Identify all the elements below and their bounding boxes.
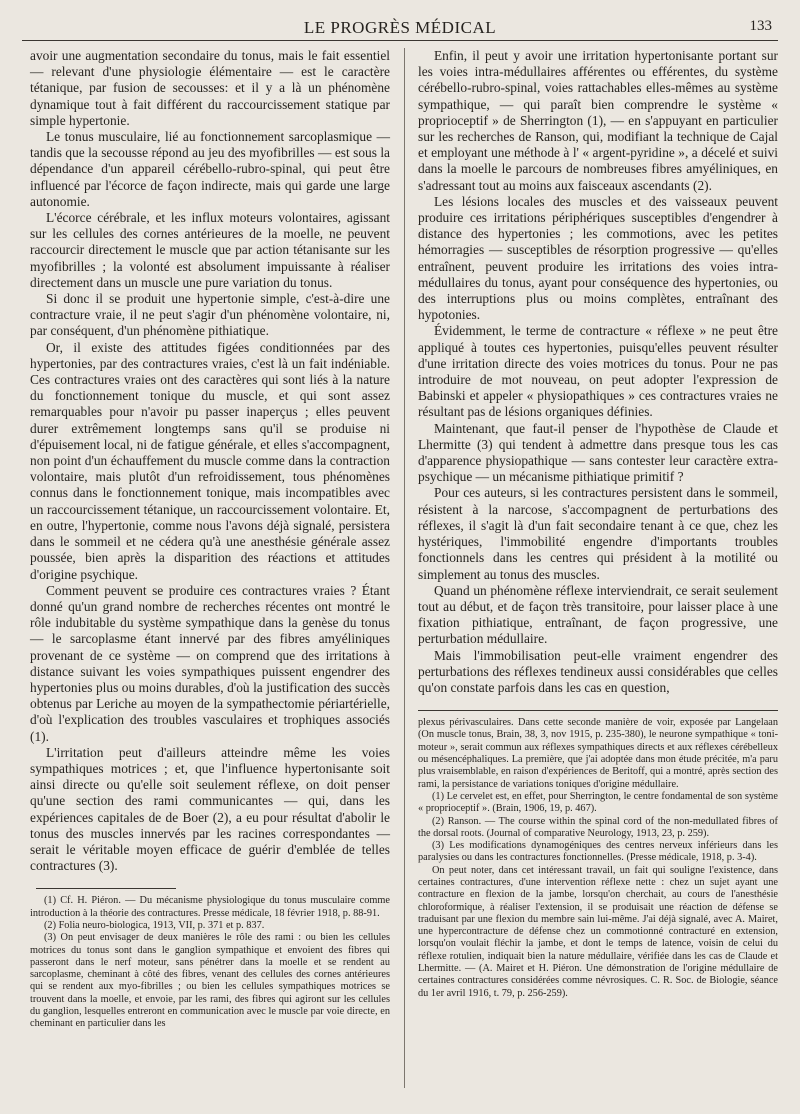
- body-paragraph: Maintenant, que faut-il penser de l'hypothèse de Claude et Lhermitte (3) qui tendent à admettre dans presque tous les cas d'apparence physiopathique — sans contester leur caractère extra-psychique — un mécanisme pithiatique primitif ?: [418, 420, 778, 485]
- body-paragraph: Les lésions locales des muscles et des vaisseaux peuvent produire ces irritations périphériques susceptibles d'engendrer à distance des hypertonies ; les commotions, avec les petites hémorragies — susceptibles de résorption progressive — qu'elles entraînent, peuvent produire les irritations des voies intra-médullaires du tonus, ayant pour conséquence des hypertonies, ou des interruptions plus ou moins complètes, entraînant des hypotonies.: [418, 193, 778, 323]
- left-column: [30, 48, 390, 1031]
- footnotes: [418, 717, 778, 1000]
- body-paragraph: Comment peuvent se produire ces contractures vraies ? Étant donné qu'un grand nombre de recherches récentes ont montré le rôle indubitable du système sympathique dans la genèse du tonus — le sarcoplasme étant innervé par des fibres amyéliniques provenant de ce système — on comprend que des irritations à distance suivant les voies sympathiques puissent engendrer des hypertonies plus ou moins durables, d'où la justification des succès obtenus par Leriche au moyen de la sympathectomie périartérielle, d'où l'explication des troubles vasculaires et trophiques associés (1).: [30, 582, 390, 744]
- body-paragraph: Le tonus musculaire, lié au fonctionnement sarcoplasmique — tandis que la secousse répond au jeu des myofibrilles — est sous la dépendance d'un appareil cérébello-rubro-spinal, qui peut être influencé par l'écorce de façon indirecte, mais qui garde une large autonomie.: [30, 129, 390, 209]
- page-number: 133: [749, 18, 772, 34]
- footnote: (3) Les modifications dynamogéniques des centres nerveux inférieurs dans les paralysies ou dans les contractures fonctionnelles. (Presse médicale, 1918, p. 3-4).: [418, 840, 778, 864]
- column-divider: [404, 48, 405, 1088]
- body-paragraph: Mais l'immobilisation peut-elle vraiment engendrer des perturbations des réflexes tendineux aussi considérables que celles qu'on constate parfois dans les cas en question,: [418, 647, 778, 695]
- body-paragraph: Enfin, il peut y avoir une irritation hypertonisante portant sur les voies intra-médullaires afférentes ou efférentes, du système cérébello-rubro-spinal, voies rattachables elles-mêmes au système sympathique, — qui paraît bien comprendre le système « proprioceptif » de Sherrington (1), — en s'appuyant en particulier sur les recherches de Ranson, qui, modifiant la technique de Cajal et employant une méthode à l' « argent-pyridine », a décelé et suivi dans la moelle le parcours de nombreuses fibres amyéliniques, en s'adressant tout au moins aux faisceaux ascendants (2).: [418, 48, 778, 193]
- footnotes: [30, 895, 390, 1030]
- footnote: (1) Cf. H. Piéron. — Du mécanisme physiologique du tonus musculaire comme introduction à la théorie des contractures. Presse médicale, 18 février 1918, p. 88-91.: [30, 895, 390, 919]
- page-header: [22, 16, 778, 40]
- body-paragraph: avoir une augmentation secondaire du tonus, mais le fait essentiel — relevant d'une physiologie élémentaire — est le caractère tétanique, par fusion de secousses: et il y a là un phénomène dynamique tout à fait différent du raccourcissement statique par simple hypertonie.: [30, 48, 390, 128]
- footnote: (2) Folia neuro-biologica, 1913, VII, p. 371 et p. 837.: [44, 919, 265, 931]
- header-rule: [22, 40, 778, 41]
- body-paragraph: L'écorce cérébrale, et les influx moteurs volontaires, agissant sur les cellules des cornes antérieures de la moelle, ne peuvent raccourcir directement le muscle que par action tétanisante sur les myofibrilles ; la volonté est absolument impuissante à réaliser directement dans un muscle une pure variation du tonus.: [30, 210, 390, 290]
- footnote-rule: [418, 710, 778, 711]
- right-column: [418, 48, 778, 1000]
- body-paragraph: Or, il existe des attitudes figées conditionnées par des hypertonies, par des contractures vraies, c'est là un fait indéniable. Ces contractures vraies ont des caractères qui sont liés à la nature du fonctionnement tonique du muscle, et qui sont assez remarquables pour n'avoir pu passer inaperçus ; elles peuvent durer extrêmement longtemps sans qu'il se produise ni d'épuisement local, ni de fatigue générale, et elles s'accompagnent, non point d'un échauffement du muscle comme dans la contraction volontaire, mais plutôt d'un refroidissement, tous phénomènes connus dans le fonctionnement tonique, mais incompatibles avec un raccourcissement tétanique, un raccourcissement volontaire. Et, en outre, l'hypertonie, comme nous l'avons déjà signalé, persistera dans le sommeil et ne cédera qu'à une anesthésie générale assez poussée, bien après la disparition des réactions et attitudes d'origine psychique.: [30, 339, 390, 582]
- footnote: (2) Ranson. — The course within the spinal cord of the non-medullated fibres of the dorsal roots. (Journal of comparative Neurology, 1913, 23, p. 259).: [418, 815, 778, 839]
- footnote: On peut noter, dans cet intéressant travail, un fait qui souligne l'existence, dans certaines contractures, d'une intervention réflexe nette : chez un sujet ayant une contracture en flexion de la jambe, lorsqu'on cherchait, au cours de l'anesthésie chloroformique, à réaliser l'extension, il se produisait une réaction de défense se traduisant par une flexion du membre sain lui-même. J'ai déjà signalé, avec A. Mairet, une hypercontracture de défense chez un commotionné contracturé en extension, lorsqu'on voulait fléchir la jambe, et dont le temps de latence, voisin de celui du réflexe rotulien, indiquait bien la nature médullaire, vérifiée dans les cas de Claude et Lhermitte. — (A. Mairet et H. Piéron. Une démonstration de l'origine médullaire de certaines contractures considérées comme névrosiques. C. R. Soc. de Biologie, séance du 1er avril 1916, t. 79, p. 256-259).: [418, 864, 778, 999]
- footnote-rule: [36, 888, 176, 889]
- footnote: (1) Le cervelet est, en effet, pour Sherrington, le centre fondamental de son système « proprioceptif ». (Brain, 1906, 19, p. 467).: [418, 790, 778, 815]
- body-paragraph: Évidemment, le terme de contracture « réflexe » ne peut être appliqué à toutes ces hypertonies, puisqu'elles peuvent résulter d'une irritation directe des voies motrices du tonus. Pour ne pas introduire de mot nouveau, on peut adopter l'expression de Babinski et appeler « physiopathiques » ces contractures vraies ne résultant pas de lésions organiques définies.: [418, 323, 778, 420]
- body-paragraph: L'irritation peut d'ailleurs atteindre même les voies sympathiques motrices ; et, que l'influence hypertonisante soit ainsi directe ou qu'elle soit seulement réflexe, on doit penser qu'une section des rami communicantes — qui, dans les expériences capitales de de Boer (2), a eu pour résultat d'abolir le tonus des muscles innervés par les racines correspondantes — serait le véritable moyen efficace de guérir d'emblée de telles contractures (3).: [30, 744, 390, 874]
- body-paragraph: Pour ces auteurs, si les contractures persistent dans le sommeil, résistent à la narcose, s'accompagnent de perturbations des réflexes, il s'agit là d'un fait secondaire tenant à ce que, chez les hystériques, l'immobilité engendre d'importants troubles fonctionnels dans les centres qui président à la motilité ou simplement au tonus des muscles.: [418, 485, 778, 582]
- footnote: plexus périvasculaires. Dans cette seconde manière de voir, exposée par Langelaan (On muscle tonus, Brain, 38, 3, nov 1915, p. 235-380), le neurone sympathique « toni-moteur », serait commun aux réflexes sympathiques directs et aux réflexes cérébelleux ou mésencéphaliques. La première, que j'ai adoptée dans mon étude précitée, m'a paru plus vraisemblable, en raison d'expériences de Beritoff, qui a montré, après section des rami, la persistance de variations toniques d'origine médullaire.: [418, 717, 778, 790]
- journal-title: LE PROGRÈS MÉDICAL: [303, 18, 497, 37]
- body-paragraph: Quand un phénomène réflexe interviendrait, ce serait seulement tout au début, et de façon très transitoire, pour laisser place à une fixation pithiatique, entraînant, de façon progressive, une perturbation médullaire.: [418, 582, 778, 647]
- footnote: (3) On peut envisager de deux manières le rôle des rami : ou bien les cellules motrices du tonus sont dans le ganglion sympathique et envoient des fibres qui passeront dans le nerf moteur, sans pénétrer dans la moelle et se rendent au sarcoplasme, cheminant à côté des fibres, venant des cellules des cornes antérieures qui se rendent aux myo-fibrilles ; ou bien les cellules sympathiques motrices se trouvent dans la moelle, et envoie, par les rami, des fibres qui agiront sur les cellules du ganglion, lesquelles entreront en communication avec le muscle par voie directe, en cheminant en particulier dans les: [30, 932, 390, 1030]
- body-paragraph: Si donc il se produit une hypertonie simple, c'est-à-dire une contracture vraie, il ne peut s'agir d'un phénomène volontaire, ni, par conséquent, d'un phénomène pithiatique.: [30, 291, 390, 339]
